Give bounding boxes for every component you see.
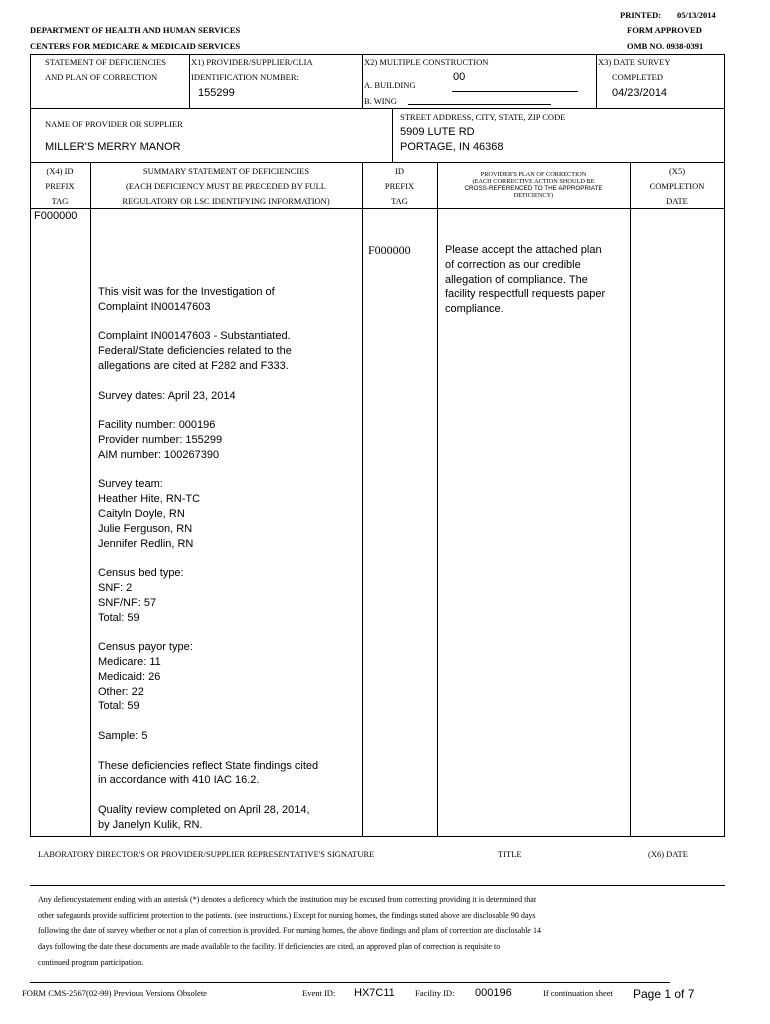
disclaimer-line-2: other safegaurds provide sufficient protection to the patients. (see instructions.) Except for nursing homes, the findings stated above are disclosable 90 days [38, 911, 536, 920]
x5-header: (X5) [668, 166, 686, 176]
summary-header: SUMMARY STATEMENT OF DEFICIENCIES [142, 166, 310, 176]
x5-date-header: DATE [666, 196, 688, 206]
x5-completion-header: COMPLETION [649, 181, 705, 191]
form-approved: FORM APPROVED [627, 25, 702, 35]
id-prefix-header: PREFIX [384, 181, 415, 191]
x4-prefix-header: PREFIX [45, 181, 75, 191]
x4-tag-header: TAG [51, 196, 69, 206]
street-value: 5909 LUTE RD [400, 126, 475, 138]
centers-title: CENTERS FOR MEDICARE & MEDICAID SERVICES [30, 41, 241, 51]
disclaimer-line-5: continued program participation. [38, 958, 144, 967]
provider-id-value: 155299 [198, 87, 235, 99]
plan-subheader-2: CROSS-REFERENCED TO THE APPROPRIATE [464, 185, 603, 192]
disclaimer-line-3: following the date of survey whether or not a plan of correction is provided. For nursing homes, the above findings and plans of correction are disclosable 14 [38, 926, 541, 935]
plan-of-correction-label: AND PLAN OF CORRECTION [45, 72, 158, 82]
omb-number: OMB NO. 0938-0391 [627, 41, 704, 51]
title-label: TITLE [498, 849, 522, 859]
x1-identification-label: IDENTIFICATION NUMBER: [191, 72, 299, 82]
wing-label: B. WING [364, 96, 397, 106]
plan-of-correction-text: Please accept the attached plan of correction as our credible allegation of compliance. The facility respectfull requests paper compliance. [445, 244, 606, 316]
disclaimer-line-1: Any defiencystatement ending with an asterisk (*) denotes a deficency which the institution may be excused from correcting providing it is determined that [38, 895, 537, 904]
event-id-label: Event ID: [302, 988, 336, 998]
printed-date: 05/13/2014 [677, 10, 716, 20]
city-value: PORTAGE, IN 46368 [400, 141, 504, 153]
summary-statement-text: This visit was for the Investigation of Complaint IN00147603 Complaint IN00147603 - Substantiated. Federal/State deficiencies related to the allegations are cited at F282 and F333. Survey dates: April 23, 2014 Facility number: 000196 Provider number: 155299 AIM number: 100267390 Survey team: Heather Hite, RN-TC Caityln Doyle, RN Julie Ferguson, RN Jennifer Redlin, RN Census bed type: SNF: 2 SNF/NF: 57 Total: 59 Census payor type: Medicare: 11 Medicaid: 26 Other: 22 Total: 59 Sample: 5 These deficiencies reflect State findings cited in accordance with 410 IAC 16.2. Quality review completed on April 28, 2014, by Janelyn Kulik, RN. [98, 286, 319, 831]
right-tag: F000000 [368, 243, 411, 257]
street-address-label: STREET ADDRESS, CITY, STATE, ZIP CODE [400, 112, 566, 122]
x6-date-label: (X6) DATE [648, 849, 688, 859]
event-id-value: HX7C11 [354, 987, 395, 999]
facility-id-label: Facility ID: [415, 988, 455, 998]
x4-id-header: (X4) ID [46, 166, 74, 176]
building-value: 00 [453, 71, 466, 83]
facility-id-value: 000196 [475, 987, 512, 999]
provider-name-value: MILLER'S MERRY MANOR [45, 141, 181, 153]
provider-name-label: NAME OF PROVIDER OR SUPPLIER [45, 119, 183, 129]
x3-completed-label: COMPLETED [612, 72, 663, 82]
signature-label: LABORATORY DIRECTOR'S OR PROVIDER/SUPPLIER REPRESENTATIVE'S SIGNATURE [38, 849, 375, 859]
id-header: ID [395, 166, 404, 176]
form-number: FORM CMS-2567(02-99) Previous Versions Obsolete [22, 988, 207, 998]
x3-date-survey-label: X3) DATE SURVEY [598, 57, 671, 67]
summary-subheader-2: REGULATORY OR LSC IDENTIFYING INFORMATION) [122, 196, 330, 206]
id-tag-header: TAG [391, 196, 408, 206]
plan-header: PROVIDER'S PLAN OF CORRECTION [480, 171, 587, 178]
statement-label: STATEMENT OF DEFICIENCIES [45, 57, 167, 67]
plan-subheader-3: DEFICIENCY) [513, 192, 554, 199]
survey-completed-date: 04/23/2014 [612, 87, 668, 99]
continuation-label: If continuation sheet [543, 988, 613, 998]
left-tag: F000000 [34, 210, 78, 222]
printed-label: PRINTED: [620, 10, 662, 20]
summary-subheader-1: (EACH DEFICIENCY MUST BE PRECEDED BY FULL [126, 181, 326, 191]
plan-subheader-1: (EACH CORRECTIVE ACTION SHOULD BE [472, 178, 595, 185]
disclaimer-line-4: days following the date these documents are made available to the facility. If deficiencies are cited, an approved plan of correction is requisite to [38, 942, 501, 951]
department-title: DEPARTMENT OF HEALTH AND HUMAN SERVICES [30, 25, 241, 35]
building-label: A. BUILDING [364, 80, 416, 90]
x1-provider-label: X1) PROVIDER/SUPPLIER/CLIA [191, 57, 313, 67]
page-number: Page 1 of 7 [633, 987, 695, 1001]
x2-multiple-construction-label: X2) MULTIPLE CONSTRUCTION [364, 57, 489, 67]
